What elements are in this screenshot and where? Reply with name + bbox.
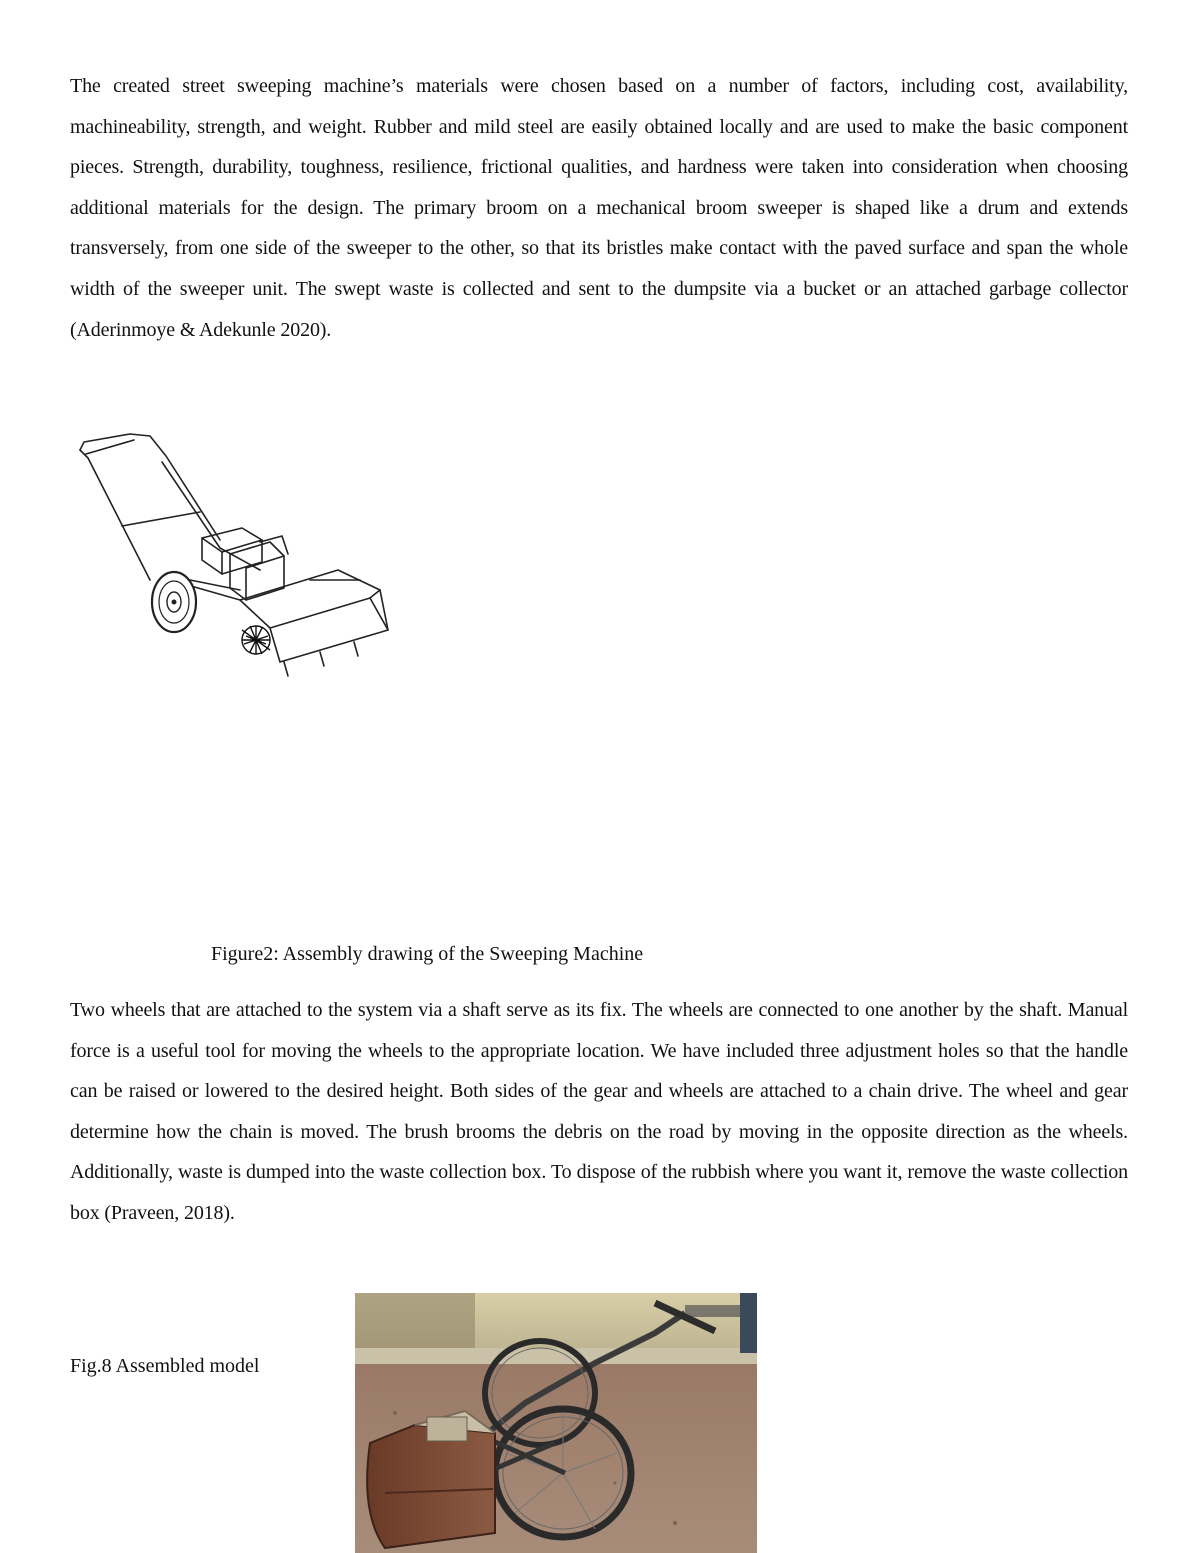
brush-icon: [242, 626, 270, 654]
wheel-icon: [152, 572, 196, 632]
paragraph-materials: The created street sweeping machine’s materials were chosen based on a number of factors, including cost, availability, machineability, strength, and weight. Rubber and mild steel are easily obtained locally and are used to make the basic component pieces. Strength, durability, toughness, resilience, frictional qualities, and hardness were taken into consideration when choosing additional materials for the design. The primary broom on a mechanical broom sweeper is shaped like a drum and extends transversely, from one side of the sweeper to the other, so that its bristles make contact with the paved surface and span the whole width of the sweeper unit. The swept waste is collected and sent to the dumpsite via a bucket or an attached garbage collector (Aderinmoye & Adekunle 2020).: [70, 75, 1128, 341]
figure-2-caption: Figure2: Assembly drawing of the Sweeping Machine: [211, 943, 644, 965]
sweeping-machine-drawing: [70, 430, 395, 690]
paragraph-wheels: Two wheels that are attached to the system via a shaft serve as its fix. The wheels are connected to one another by the shaft. Manual force is a useful tool for moving the wheels to the appropriate location. We have included three adjustment holes so that the handle can be raised or lowered to the desired height. Both sides of the gear and wheels are attached to a chain drive. The wheel and gear determine how the chain is moved. The brush brooms the debris on the road by moving in the opposite direction as the wheels. Additionally, waste is dumped into the waste collection box. To dispose of the rubbish where you want it, remove the waste collection box (Praveen, 2018).: [70, 999, 1128, 1224]
assembled-model-photo: [355, 1293, 757, 1553]
figure-8-caption: Fig.8 Assembled model: [70, 1355, 260, 1377]
